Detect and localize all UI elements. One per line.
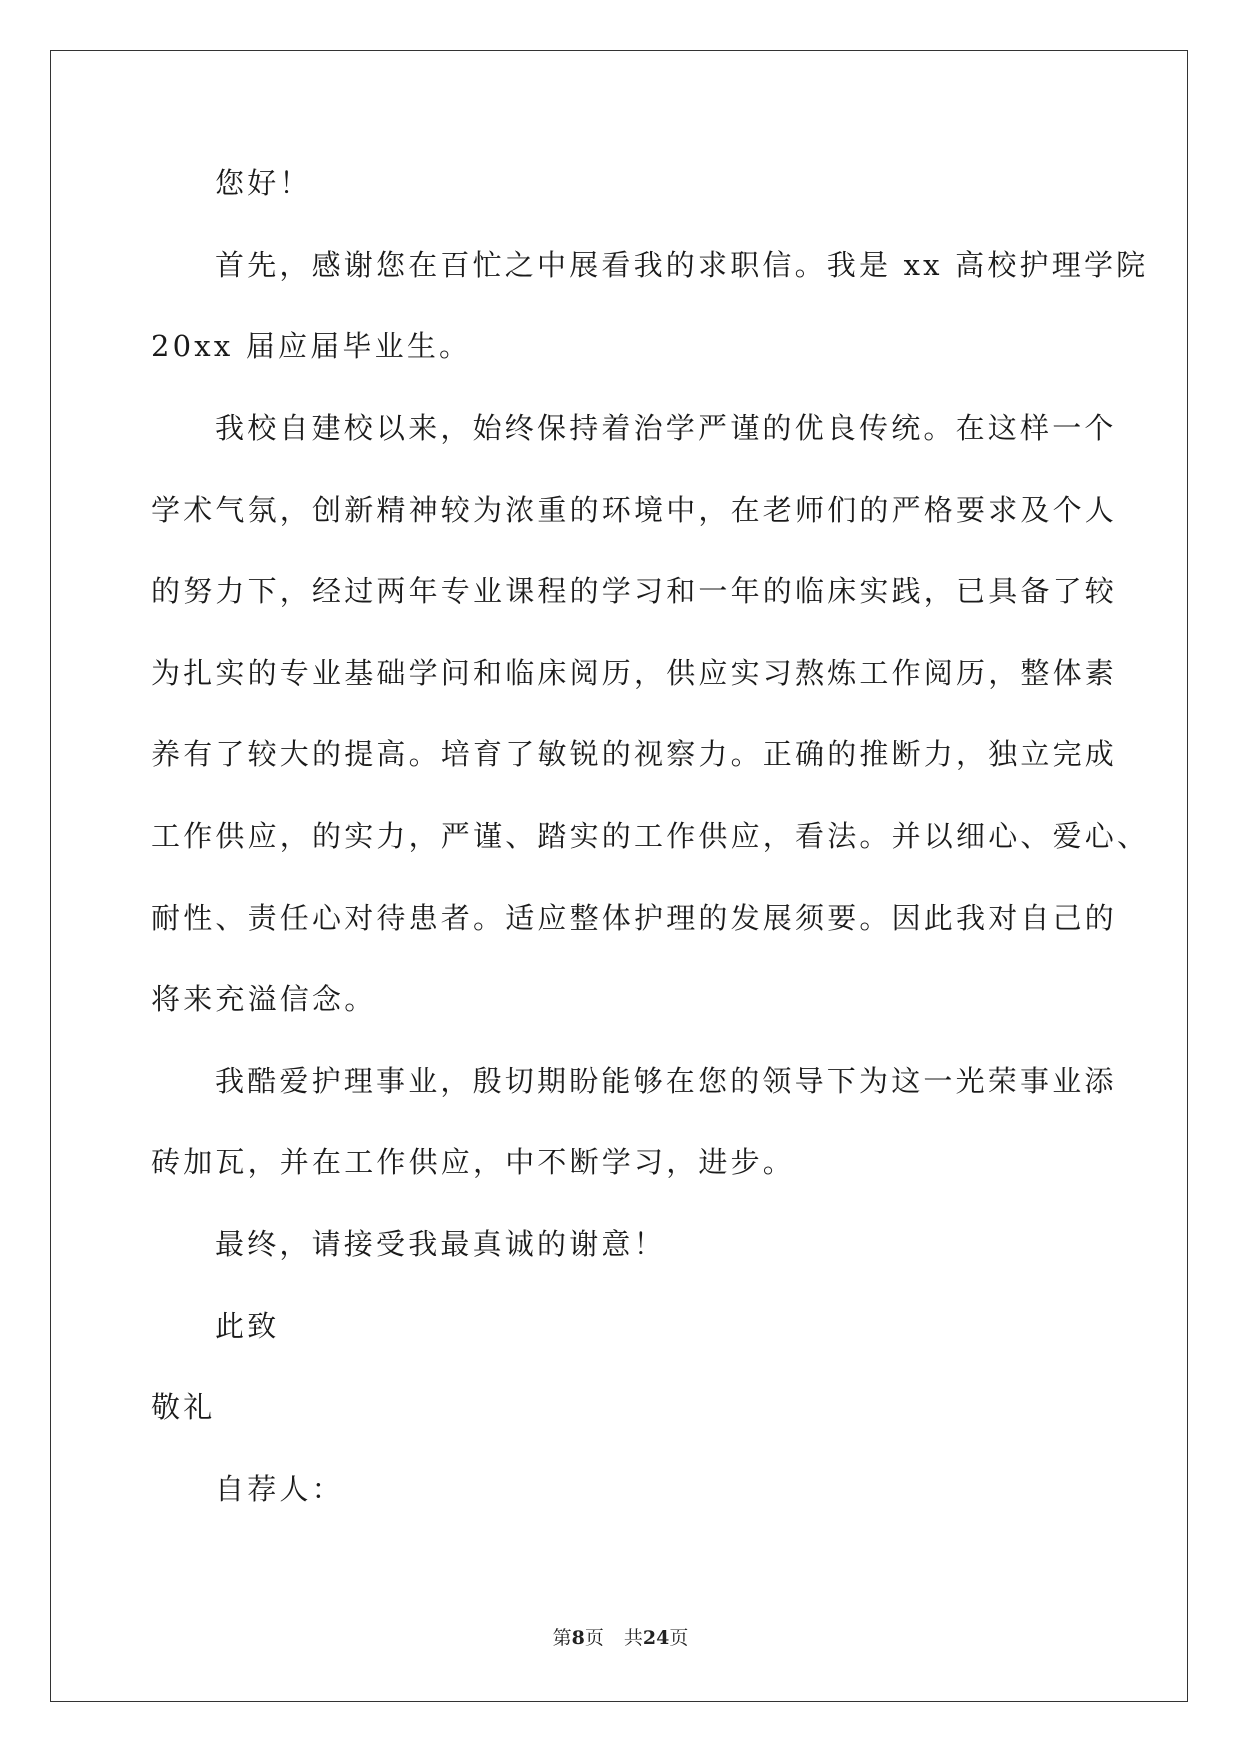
greeting: 您好！ (215, 166, 312, 200)
page-border (50, 50, 1188, 1702)
paragraph-body-line: 为扎实的专业基础学问和临床阅历，供应实习熬炼工作阅历，整体素 (151, 656, 1118, 690)
total-pages: 24 (642, 1627, 670, 1649)
paragraph-intro-line: 首先，感谢您在百忙之中展看我的求职信。我是 xx 高校护理学院 (215, 248, 1149, 282)
paragraph-closing-line: 我酷爱护理事业，殷切期盼能够在您的领导下为这一光荣事业添 (215, 1064, 1117, 1098)
total-prefix: 共 (623, 1627, 643, 1649)
paragraph-body-line: 学术气氛，创新精神较为浓重的环境中，在老师们的严格要求及个人 (151, 493, 1118, 527)
salutation-cizhi: 此致 (215, 1309, 280, 1343)
paragraph-body-line: 将来充溢信念。 (151, 982, 377, 1016)
page-prefix: 第 (552, 1627, 572, 1649)
paragraph-intro-line: 20xx 届应届毕业生。 (151, 329, 472, 363)
paragraph-body-line: 的努力下，经过两年专业课程的学习和一年的临床实践，已具备了较 (151, 574, 1118, 608)
paragraph-body-line: 耐性、责任心对待患者。适应整体护理的发展须要。因此我对自己的 (151, 901, 1118, 935)
paragraph-body-line: 工作供应，的实力，严谨、踏实的工作供应，看法。并以细心、爱心、 (151, 819, 1150, 853)
page-suffix: 页 (584, 1627, 604, 1649)
signature-label: 自荐人： (215, 1472, 344, 1506)
salutation-jingli: 敬礼 (151, 1390, 216, 1424)
closing-thanks: 最终，请接受我最真诚的谢意！ (215, 1227, 666, 1261)
page-number: 8 (571, 1627, 585, 1649)
total-suffix: 页 (669, 1627, 689, 1649)
paragraph-body-line: 养有了较大的提高。培育了敏锐的视察力。正确的推断力，独立完成 (151, 737, 1118, 771)
page-footer (0, 1626, 1241, 1650)
paragraph-body-line: 我校自建校以来，始终保持着治学严谨的优良传统。在这样一个 (215, 411, 1117, 445)
paragraph-closing-line: 砖加瓦，并在工作供应，中不断学习，进步。 (151, 1145, 796, 1179)
